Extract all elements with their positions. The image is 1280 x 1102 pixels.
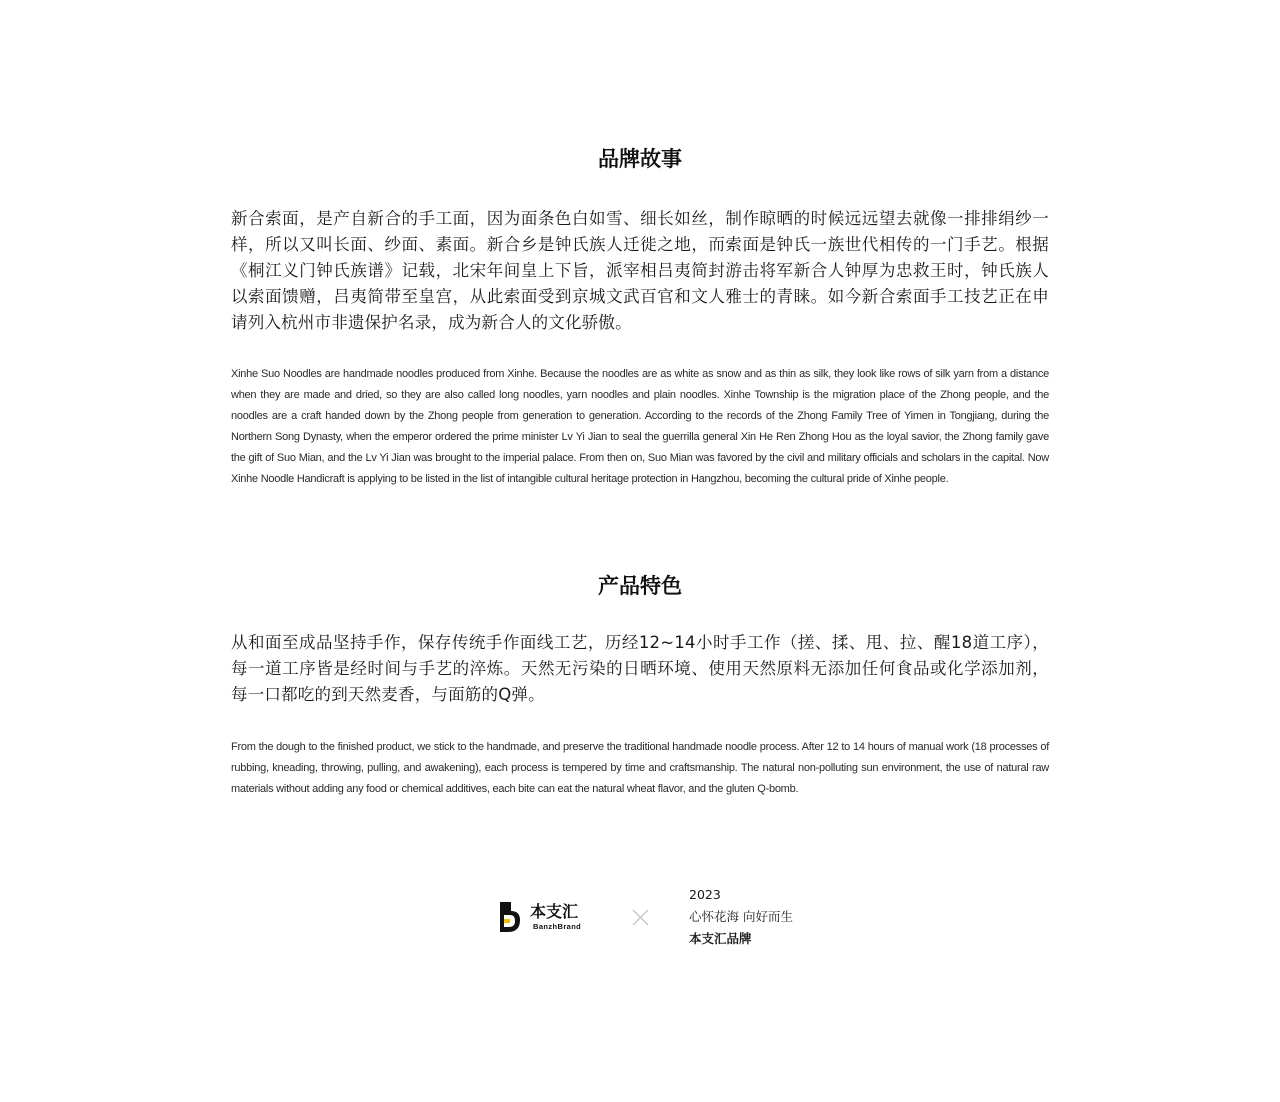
brand-story-chinese-text: 新合索面，是产自新合的手工面，因为面条色白如雪、细长如丝，制作晾晒的时候远远望去就像一排排绢纱一样，所以又叫长面、纱面、素面。新合乡是钟氏族人迁徙之地，而索面是钟氏一族世代相传的一门手艺。根据《桐江义门钟氏族谱》记载，北宋年间皇上下旨，派宰相吕夷简封游击将军新合人钟厚为忠救王时，钟氏族人以索面馈赠，吕夷简带至皇宫，从此索面受到京城文武百官和文人雅士的青睐。如今新合索面手工技艺正在申请列入杭州市非遗保护名录，成为新合人的文化骄傲。	[231, 209, 1049, 332]
cross-icon	[632, 909, 649, 926]
brand-logo	[498, 901, 594, 935]
product-features-english-text: From the dough to the finished product, we stick to the handmade, and preserve the traditional handmade noodle process. After 12 to 14 hours of manual work (18 processes of rubbing, kneading, throwing, pulling, and awakening), each process is tempered by time and craftsmanship. The natural non-polluting sun environment, the use of natural raw materials without adding any food or chemical additives, each bite can eat the natural wheat flavor, and the gluten Q-bomb.	[231, 741, 1049, 795]
product-features-title: 产品特色	[598, 574, 682, 598]
brand-story-title: 品牌故事	[598, 147, 682, 171]
product-features-chinese-text: 从和面至成品坚持手作，保存传统手作面线工艺，历经12~14小时手工作（搓、揉、甩、拉、醒18道工序），每一道工序皆是经时间与手艺的淬炼。天然无污染的日晒环境、使用天然原料无添加任何食品或化学添加剂，每一口都吃的到天然麦香，与面筋的Q弹。	[231, 633, 1049, 704]
logo-chinese-wordmark: 本支汇	[530, 902, 579, 921]
footer-brand-name: 本支汇品牌	[689, 931, 752, 946]
footer-info	[689, 884, 793, 950]
logo-english-wordmark: BanzhBrand	[533, 922, 582, 931]
footer-year: 2023	[689, 887, 721, 902]
brand-story-english-text: Xinhe Suo Noodles are handmade noodles produced from Xinhe. Because the noodles are as white as snow and as thin as silk, they look like rows of silk yarn from a distance when they are made and dried, so they are also called long noodles, yarn noodles and plain noodles. Xinhe Township is the migration place of the Zhong people, and the noodles are a craft handed down by the Zhong people from generation to generation. According to the records of the Zhong Family Tree of Yimen in Tongjiang, during the Northern Song Dynasty, when the emperor ordered the prime minister Lv Yi Jian to seal the guerrilla general Xin He Ren Zhong Hou as the loyal savior, the Zhong family gave the gift of Suo Mian, and the Lv Yi Jian was brought to the imperial palace. From then on, Suo Mian was favored by the civil and military officials and scholars in the capital. Now Xinhe Noodle Handicraft is applying to be listed in the list of intangible cultural heritage protection in Hangzhou, becoming the cultural pride of Xinhe people.	[231, 368, 1049, 485]
banzh-logo-icon	[498, 902, 522, 932]
footer-slogan: 心怀花海 向好而生	[689, 909, 793, 924]
